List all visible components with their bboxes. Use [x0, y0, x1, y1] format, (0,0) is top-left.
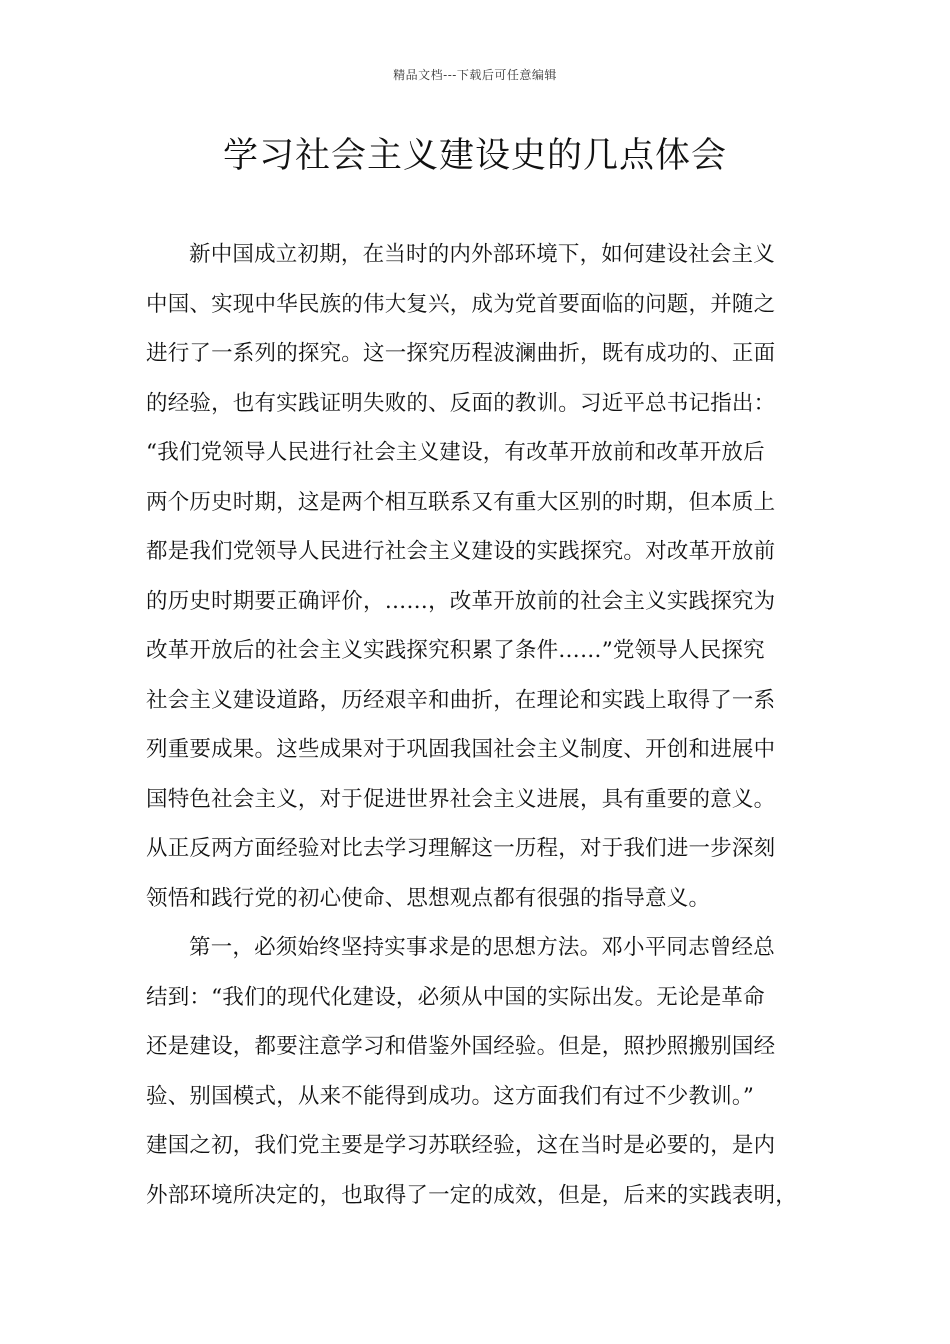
paragraph-2-line: 还是建设，都要注意学习和借鉴外国经验。但是，照抄照搬别国经 [146, 1034, 776, 1059]
paragraph-1-line: 中国、实现中华民族的伟大复兴，成为党首要面临的问题，并随之 [146, 291, 776, 317]
paragraph-1-line: 的历史时期要正确评价，……，改革开放前的社会主义实践探究为 [146, 588, 776, 614]
paragraph-1-line: 进行了一系列的探究。这一探究历程波澜曲折，既有成功的、正面 [146, 341, 776, 366]
paragraph-1-line: 领悟和践行党的初心使命、思想观点都有很强的指导意义。 [146, 885, 711, 911]
paragraph-2-line: 第一，必须始终坚持实事求是的思想方法。邓小平同志曾经总 [189, 935, 775, 960]
header-note: 精品文档---下载后可任意编辑 [393, 68, 557, 82]
document-title: 学习社会主义建设史的几点体会 [222, 136, 727, 176]
paragraph-1-line: 社会主义建设道路，历经艰辛和曲折，在理论和实践上取得了一系 [146, 687, 776, 713]
paragraph-2-line: 外部环境所决定的，也取得了一定的成效，但是，后来的实践表明， [146, 1182, 798, 1208]
paragraph-2-line: 结到：“我们的现代化建设，必须从中国的实际出发。无论是革命 [146, 984, 765, 1010]
paragraph-1-line: “我们党领导人民进行社会主义建设，有改革开放前和改革开放后 [146, 440, 765, 465]
paragraph-1-line: 列重要成果。这些成果对于巩固我国社会主义制度、开创和进展中 [146, 737, 776, 762]
paragraph-2-line: 验、别国模式，从来不能得到成功。这方面我们有过不少教训。” [146, 1083, 755, 1109]
paragraph-1-line: 改革开放后的社会主义实践探究积累了条件……”党领导人民探究 [146, 638, 765, 663]
paragraph-1-line: 都是我们党领导人民进行社会主义建设的实践探究。对改革开放前 [146, 539, 776, 564]
paragraph-1-line: 新中国成立初期，在当时的内外部环境下，如何建设社会主义 [189, 242, 775, 267]
paragraph-1-line: 从正反两方面经验对比去学习理解这一历程，对于我们进一步深刻 [146, 836, 776, 861]
paragraph-2-line: 建国之初，我们党主要是学习苏联经验，这在当时是必要的，是内 [146, 1133, 776, 1158]
body-text [146, 230, 818, 1220]
paragraph-1-line: 国特色社会主义，对于促进世界社会主义进展，具有重要的意义。 [146, 786, 776, 812]
paragraph-1-line: 的经验，也有实践证明失败的、反面的教训。习近平总书记指出： [146, 390, 776, 416]
paragraph-1-line: 两个历史时期，这是两个相互联系又有重大区别的时期，但本质上 [146, 489, 776, 515]
